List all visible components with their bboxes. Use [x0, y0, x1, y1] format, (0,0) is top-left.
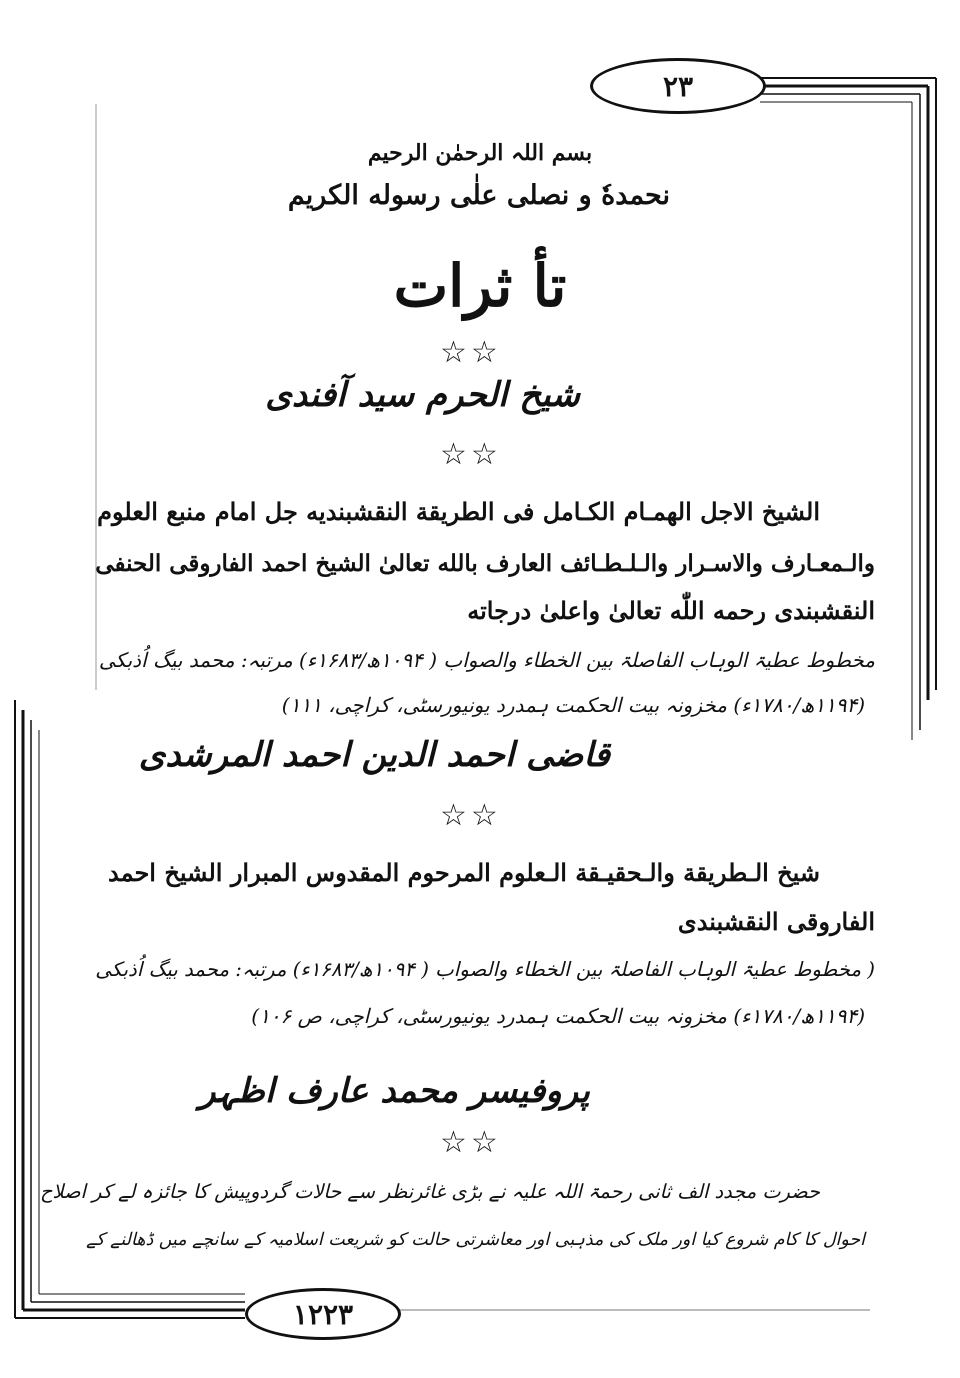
page-number-top: ٢٣	[590, 58, 766, 114]
stars-divider: ☆☆	[440, 1125, 502, 1160]
stars-divider: ☆☆	[440, 798, 502, 833]
section3-line1: حضرت مجدد الف ثانی رحمۃ اللہ علیہ نے بڑی غائرنظر سے حالات گردوپیش کا جائزہ لے کر اصلاح	[40, 1180, 820, 1203]
section2-citation-line1: ( مخطوط عطیۃ الوہاب الفاصلۃ بین الخطاء والصواب ( ۱۰۹۴ھ/۱۶۸۳ء) مرتبہ: محمد بیگ اُذبکی	[95, 958, 875, 981]
section1-line2: والـمعـارف والاسـرار والـلـطـائف العارف بالله تعالیٰ الشیخ احمد الفاروقی الحنفی	[95, 550, 875, 577]
page-title: تأ ثرات	[393, 252, 567, 320]
page-number-bottom: ١٢٢٣	[245, 1288, 401, 1340]
section2-line1: شیخ الـطریقة والـحقیـقة الـعلوم المرحوم المقدوس المبرار الشیخ احمد	[108, 858, 820, 887]
section1-name: شیخ الحرم سید آفندی	[265, 375, 580, 415]
section1-line1: الشیخ الاجل الھمـام الکـامل فی الطریقة النقشبندیه جل امام منبع العلوم	[97, 497, 820, 526]
section1-citation-line1: مخطوط عطیۃ الوہاب الفاصلۃ بین الخطاء والصواب ( ۱۰۹۴ھ/۱۶۸۳ء) مرتبہ: محمد بیگ اُذبکی	[98, 648, 875, 672]
section3-name: پروفیسر محمد عارف اظہر	[199, 1071, 590, 1111]
nahmaduhu-line: نحمدهٗ و نصلی علٰی رسوله الکریم	[287, 180, 670, 211]
section2-line2: الفاروقی النقشبندی	[677, 907, 875, 936]
section2-citation-line2: (۱۱۹۴ھ/۱۷۸۰ء) مخزونہ بیت الحکمت ہمدرد یونیورسٹی، کراچی، ص ۱۰۶)	[251, 1004, 865, 1028]
section2-name: قاضی احمد الدین احمد المرشدی	[138, 735, 610, 775]
stars-divider: ☆☆	[440, 437, 502, 472]
section1-line3: النقشبندی رحمه اللّٰه تعالیٰ واعلیٰ درجاته	[467, 596, 875, 625]
basmala: بسم اللہ الرحمٰن الرحیم	[367, 140, 593, 166]
section1-citation-line2: (۱۱۹۴ھ/۱۷۸۰ء) مخزونہ بیت الحکمت ہمدرد یونیورسٹی، کراچی، ۱۱۱)	[281, 693, 865, 717]
section3-line2: احوال کا کام شروع کیا اور ملک کی مذہبی اور معاشرتی حالت کو شریعت اسلامیہ کے سانچے میں ڈھالنے کے	[86, 1230, 865, 1250]
stars-divider: ☆☆	[440, 335, 502, 370]
